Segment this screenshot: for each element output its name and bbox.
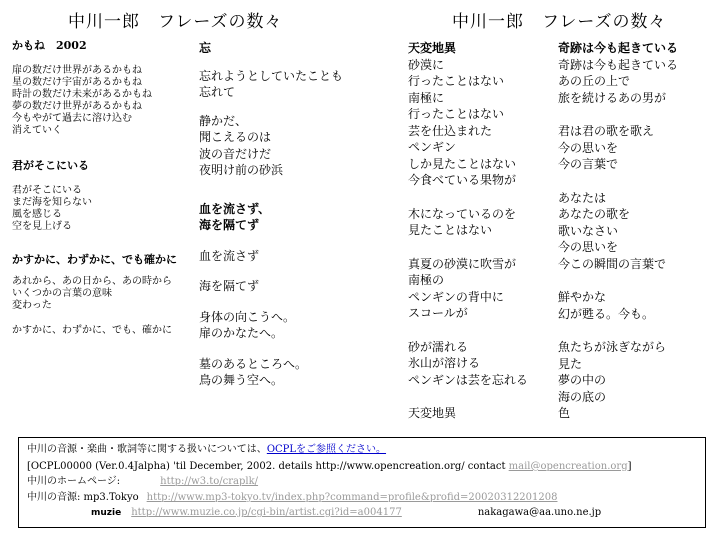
homepage-link[interactable]: http://w3.to/craplk/ — [160, 476, 259, 487]
poem-line: 氷山が溶ける — [408, 356, 481, 370]
poem-line: 墓のあるところへ。 — [199, 356, 308, 371]
ocpl-link[interactable]: OCPLをご参照ください。 — [266, 444, 387, 455]
homepage-line — [27, 475, 258, 488]
left-page-title: 中川一郎 フレーズの数々 — [68, 12, 283, 32]
section-heading: 海を隔てず — [199, 218, 260, 232]
poem-line: 歌いなさい — [558, 223, 619, 238]
right-column-1 — [408, 40, 528, 422]
section-heading: 天変地異 — [408, 41, 457, 55]
poem-line: 血を流さず — [199, 248, 260, 263]
mp3-tokyo-line — [27, 491, 557, 504]
poem-line: 忘れて — [199, 85, 236, 99]
poem-line: ペンギンの背中に — [408, 289, 504, 304]
poem-line: 変わった — [12, 300, 52, 311]
section-heading: 奇跡は今も起きている — [558, 41, 679, 55]
poem-line: あなたの歌を — [558, 207, 631, 221]
muzie-label: muzie — [91, 508, 122, 518]
poem-line: 星の数だけ宇宙があるかもね — [12, 77, 142, 88]
poem-line: 君がそこにいる — [12, 185, 82, 196]
poem-line: 海の底の — [558, 389, 607, 404]
poem-line: 芸を仕込まれた — [408, 123, 493, 138]
poem-line: 行ったことはない — [408, 107, 505, 121]
poem-line: 扉のかなたへ。 — [199, 326, 284, 340]
poem-line: かすかに、わずかに、でも、確かに — [12, 325, 172, 336]
poem-line: ペンギンは芸を忘れる — [408, 372, 528, 387]
ocpl-details-text: [OCPL00000 (Ver.0.4Jalpha) 'til December, 2002. details http://www.opencreation.org/ contact — [27, 461, 509, 472]
left-column-1 — [12, 40, 177, 337]
poem-line: 今もやがて過去に溶け込む — [12, 113, 132, 124]
poem-line: ペンギン — [408, 140, 456, 154]
section-heading: かもね 2002 — [12, 39, 87, 52]
license-notice-text: 中川の音源・楽曲・歌詞等に関する扱いについては、 — [27, 444, 267, 455]
poem-line: 見たことはない — [408, 223, 493, 237]
poem-line: 身体の向こうへ。 — [199, 309, 296, 324]
poem-line: 旅を続けるあの男が — [558, 90, 667, 105]
poem-line: 南極に — [408, 90, 445, 105]
poem-line: 聞こえるのは — [199, 130, 272, 144]
poem-line: あなたは — [558, 190, 607, 205]
poem-line: 夢の中の — [558, 373, 607, 387]
author-email: nakagawa@aa.uno.ne.jp — [477, 507, 602, 518]
section-heading: 血を流さず、 — [199, 201, 271, 216]
mp3-tokyo-link[interactable]: http://www.mp3-tokyo.tv/index.php?command=profile&profid=20020312201208 — [146, 492, 558, 503]
poem-line: スコールが — [408, 306, 468, 320]
poem-line: 木になっているのを — [408, 206, 517, 221]
section-heading: 君がそこにいる — [12, 159, 89, 172]
poem-line: 幻が甦る。今も。 — [558, 306, 655, 321]
left-column-2 — [199, 40, 343, 389]
poem-line: 静かだ、 — [199, 113, 248, 128]
poem-line: 今食べている果物が — [408, 173, 517, 187]
poem-line: 砂漠に — [408, 57, 445, 72]
poem-line: 魚たちが泳ぎながら — [558, 340, 667, 354]
poem-line: 鳥の舞う空へ。 — [199, 373, 284, 387]
muzie-line — [91, 506, 601, 520]
poem-line: 波の音だけだ — [199, 146, 272, 161]
poem-line: 今の思いを — [558, 240, 619, 254]
right-column-2 — [558, 40, 678, 422]
poem-line: 今の言葉で — [558, 157, 619, 171]
poem-line: 夜明け前の砂浜 — [199, 163, 284, 177]
poem-line: 見た — [558, 356, 583, 371]
poem-line: 奇跡は今も起きている — [558, 57, 679, 72]
poem-line: 夢の数だけ世界があるかもね — [12, 101, 142, 112]
contact-email-link[interactable]: mail@opencreation.org — [508, 461, 628, 472]
homepage-label: 中川のホームページ: — [27, 476, 121, 487]
section-heading: 忘 — [199, 41, 212, 55]
ocpl-details — [27, 460, 632, 473]
poem-line: 空を見上げる — [12, 221, 72, 232]
poem-line: 色 — [558, 406, 571, 420]
poem-line: 今の思いを — [558, 140, 619, 155]
poem-line: あの丘の上で — [558, 74, 631, 88]
poem-line: 時計の数だけ未来があるかもね — [12, 89, 152, 100]
poem-line: しか見たことはない — [408, 156, 517, 171]
bracket-close: ] — [627, 461, 632, 472]
license-notice — [27, 443, 386, 456]
poem-line: 扉の数だけ世界があるかもね — [12, 65, 142, 76]
poem-line: いくつかの言葉の意味 — [12, 288, 112, 299]
right-page-title: 中川一郎 フレーズの数々 — [452, 12, 667, 32]
poem-line: 風を感じる — [12, 209, 62, 220]
poem-line: 天変地異 — [408, 406, 457, 420]
poem-line: 忘れようとしていたことも — [199, 68, 344, 83]
poem-line: 消えていく — [12, 125, 62, 136]
poem-line: 君は君の歌を歌え — [558, 124, 655, 138]
license-footer — [18, 437, 706, 528]
poem-line: あれから、あの日から、あの時から — [12, 276, 172, 287]
poem-line: 砂が濡れる — [408, 339, 469, 354]
poem-line: 海を隔てず — [199, 279, 260, 293]
poem-line: まだ海を知らない — [12, 197, 92, 208]
section-heading: かすかに、わずかに、でも確かに — [12, 253, 177, 266]
mp3-tokyo-label: 中川の音源: mp3.Tokyo — [27, 492, 139, 503]
poem-line: 行ったことはない — [408, 74, 505, 88]
poem-line: 今この瞬間の言葉で — [558, 256, 667, 271]
poem-line: 鮮やかな — [558, 290, 607, 304]
muzie-link[interactable]: http://www.muzie.co.jp/cgi-bin/artist.cgi?id=a004177 — [131, 507, 402, 518]
poem-line: 真夏の砂漠に吹雪が — [408, 256, 517, 271]
poem-line: 南極の — [408, 273, 445, 287]
